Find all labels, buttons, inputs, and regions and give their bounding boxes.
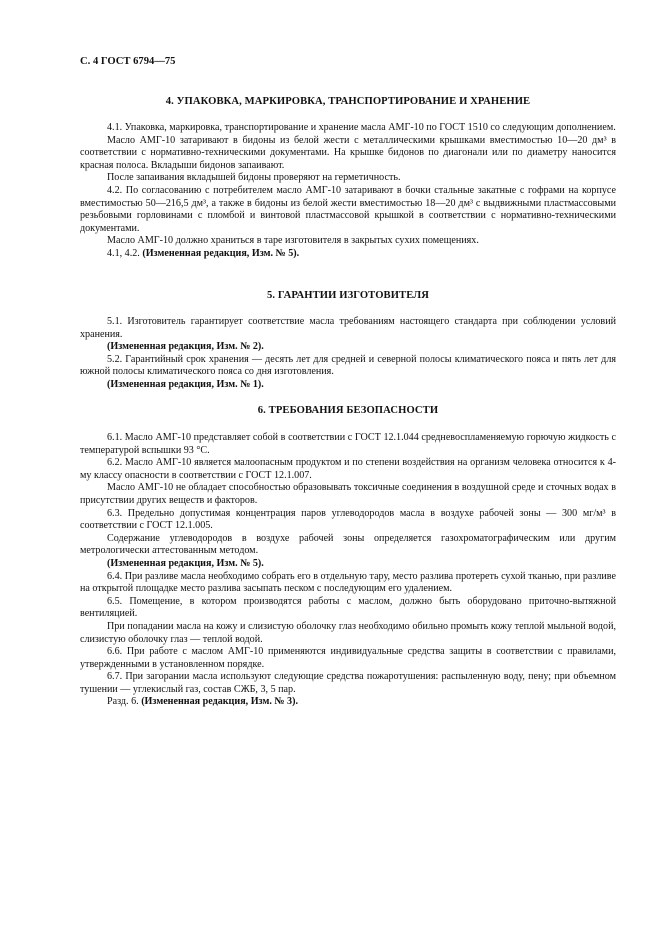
paragraph: 6.2. Масло АМГ-10 является малоопасным продуктом и по степени воздействия на организм человека относится к 4-му классу опасности в соответствии с ГОСТ 12.1.007. — [80, 457, 616, 481]
paragraph: При попадании масла на кожу и слизистую оболочку глаз необходимо обильно промыть кожу теплой мыльной водой, слизистую оболочку глаз — теплой водой. — [80, 620, 616, 645]
paragraph: 4.2. По согласованию с потребителем масло АМГ-10 затаривают в бочки стальные закатные с гофрами на корпусе вместимостью 50—216,5 дм³, а также в бидоны из белой жести вместимостью 18—20 дм³ с выдвижными пластмассовыми резьбовыми горловинами с пломбой и винтовой пластмассовой крышкой в соответствии с нормативно-техническими документами. — [80, 184, 616, 234]
paragraph: Масло АМГ-10 не обладает способностью образовывать токсичные соединения в воздушной среде и сточных водах в присутствии других веществ и факторов. — [80, 482, 616, 506]
note-prefix: 4.1, 4.2. — [107, 247, 140, 259]
note-prefix: Разд. 6. — [107, 696, 139, 708]
paragraph: 5.1. Изготовитель гарантирует соответствие масла требованиям настоящего стандарта при соблюдении условий хранения. — [80, 316, 616, 340]
paragraph: 6.3. Предельно допустимая концентрация паров углеводородов масла в воздухе рабочей зоны — 300 мг/м³ в соответствии с ГОСТ 12.1.005. — [80, 507, 616, 532]
paragraph: 6.1. Масло АМГ-10 представляет собой в соответствии с ГОСТ 12.1.044 средневоспламеняемую горючую жидкость с температурой вспышки 93 °С. — [80, 432, 616, 456]
paragraph: 6.6. При работе с маслом АМГ-10 применяются индивидуальные средства защиты в соответствии с правилами, утвержденными в установленном порядке. — [80, 646, 616, 670]
note-text: (Измененная редакция, Изм. № 3). — [141, 696, 298, 708]
section-5 — [80, 289, 616, 392]
amendment-note: (Измененная редакция, Изм. № 2). — [107, 341, 264, 353]
note-text: (Измененная редакция, Изм. № 5). — [142, 247, 300, 259]
paragraph: После запаивания вкладышей бидоны проверяют на герметичность. — [107, 172, 401, 184]
paragraph: Масло АМГ-10 должно храниться в таре изготовителя в закрытых сухих помещениях. — [107, 235, 479, 247]
section-title: 4. УПАКОВКА, МАРКИРОВКА, ТРАНСПОРТИРОВАНИЕ И ХРАНЕНИЕ — [165, 96, 531, 107]
amendment-note: (Измененная редакция, Изм. № 5). — [107, 557, 264, 569]
paragraph: 6.4. При разливе масла необходимо собрать его в отдельную тару, место разлива протереть сухой тканью, при разливе на открытой площадке место разлива засыпать песком с последующим его удалением. — [80, 570, 616, 595]
paragraph: Масло АМГ-10 затаривают в бидоны из белой жести с металлическими крышками вместимостью 10—20 дм³ в соответствии с нормативно-техническими документами. На крышке бидонов по диагонали или по диаметру наносится красная полоса. Вкладыши бидонов запаивают. — [80, 134, 616, 171]
paragraph: 6.7. При загорании масла используют следующие средства пожаротушения: распыленную воду, пену; при объемном тушении — углекислый газ, состав СЖБ, 3, 5 пар. — [80, 671, 616, 695]
section-4 — [80, 95, 616, 261]
paragraph: Содержание углеводородов в воздухе рабочей зоны определяется газохроматографическим или другим метрологически аттестованным методом. — [80, 532, 616, 557]
paragraph: 6.5. Помещение, в котором производятся работы с маслом, должно быть оборудовано приточно-вытяжной вентиляцией. — [80, 595, 616, 620]
section-title: 5. ГАРАНТИИ ИЗГОТОВИТЕЛЯ — [267, 290, 429, 301]
page-header: С. 4 ГОСТ 6794—75 — [80, 56, 176, 67]
paragraph: 5.2. Гарантийный срок хранения — десять лет для средней и северной полосы климатического пояса и пять лет для южной полосы климатического пояса со дня изготовления. — [80, 353, 616, 378]
amendment-note — [80, 248, 616, 261]
section-6 — [80, 404, 616, 709]
paragraph: 4.1. Упаковка, маркировка, транспортирование и хранение масла АМГ-10 по ГОСТ 1510 со следующим дополнением. — [107, 122, 616, 133]
amendment-note — [80, 696, 616, 709]
section-title: 6. ТРЕБОВАНИЯ БЕЗОПАСНОСТИ — [257, 405, 439, 416]
amendment-note: (Измененная редакция, Изм. № 1). — [107, 378, 264, 390]
